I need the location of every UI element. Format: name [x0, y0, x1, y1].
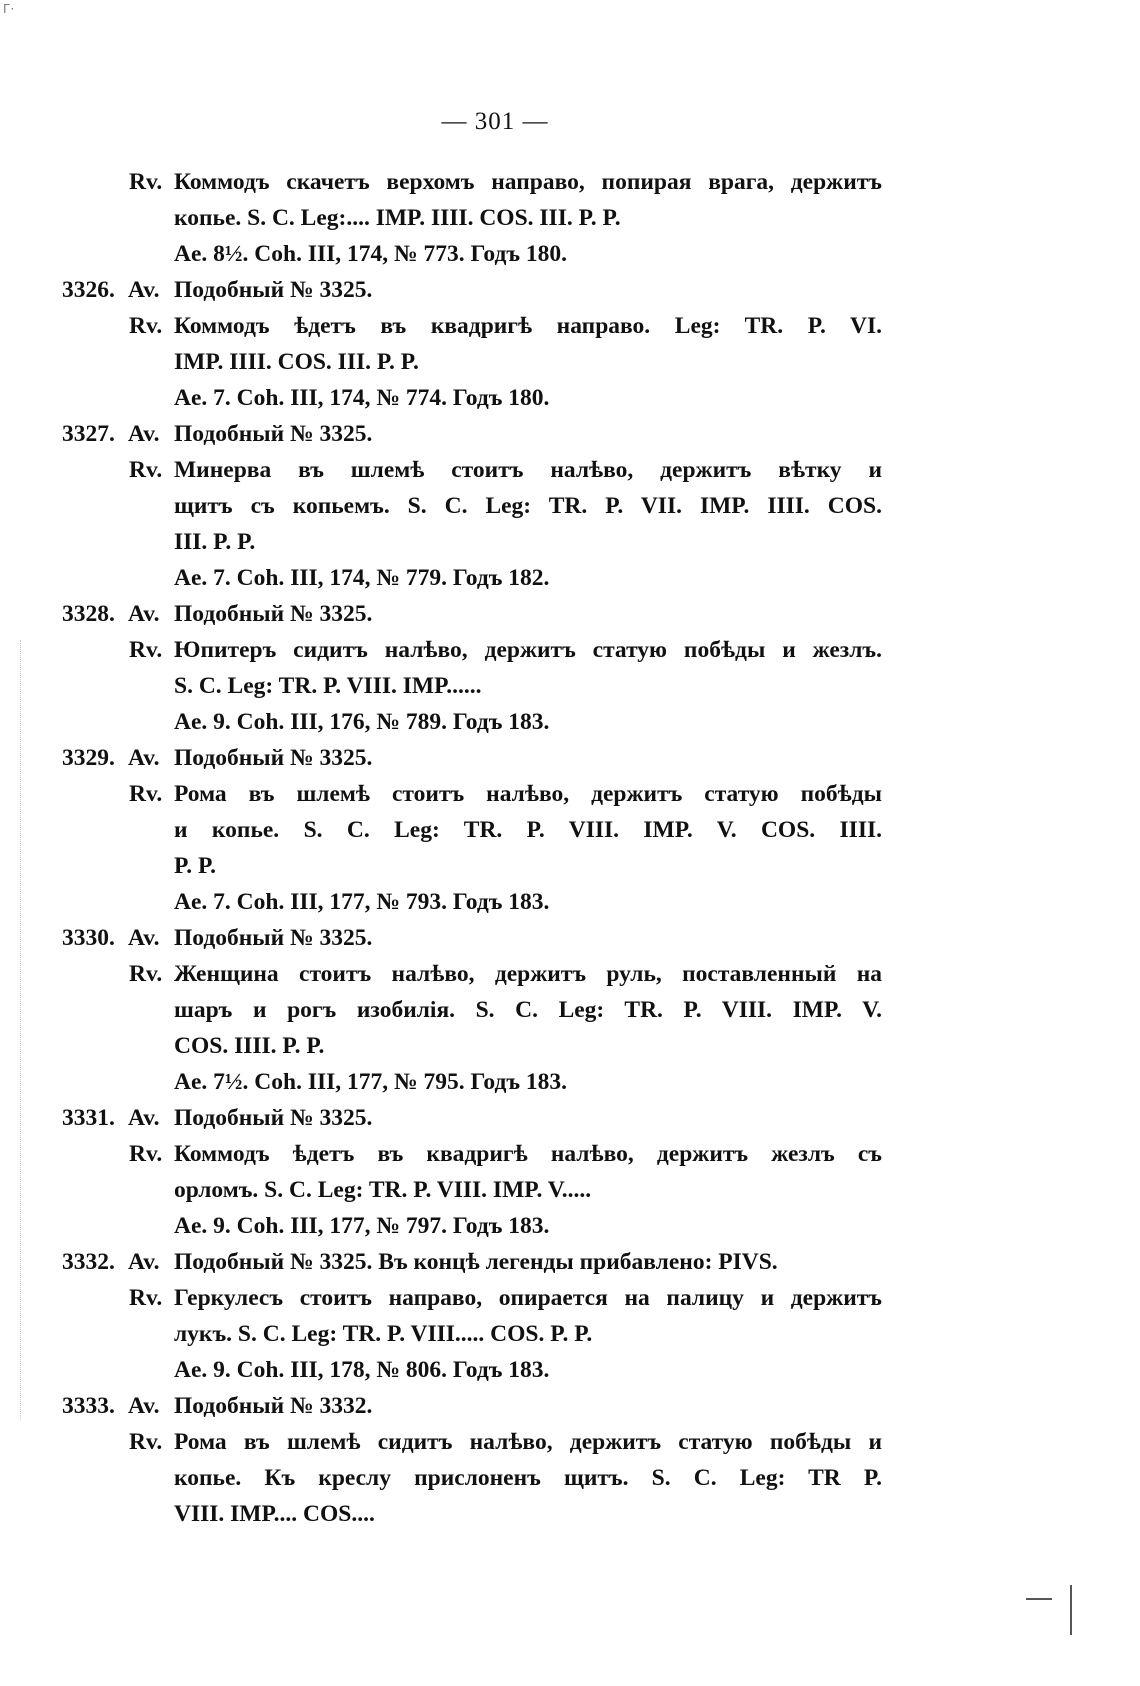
- rv-text-line: копье. Къ креслу прислоненъ щитъ. S. C. Leg: TR P.: [174, 1465, 882, 1491]
- ae-reference: Ae. 9. Coh. III, 176, № 789. Годъ 183.: [174, 709, 550, 735]
- catalog-entry: [62, 596, 882, 740]
- av-text: Подобный № 3332.: [174, 1393, 373, 1419]
- rv-label: Rv.: [129, 169, 163, 195]
- ae-reference: Ae. 7. Coh. III, 177, № 793. Годъ 183.: [174, 889, 550, 915]
- rv-row: [62, 200, 882, 236]
- rv-text-line: Геркулесъ стоитъ направо, опирается на палицу и держитъ: [174, 1285, 882, 1311]
- rv-text-line: Юпитеръ сидитъ налѣво, держитъ статую побѣды и жезлъ.: [174, 637, 882, 663]
- rv-row: [62, 776, 882, 812]
- rv-row: [62, 848, 882, 884]
- entry-number: 3331.: [62, 1105, 115, 1131]
- ae-reference: Ae. 9. Coh. III, 178, № 806. Годъ 183.: [174, 1357, 550, 1383]
- rv-row: [62, 632, 882, 668]
- ae-reference: Ae. 8½. Coh. III, 174, № 773. Годъ 180.: [174, 241, 568, 267]
- rv-row: [62, 1316, 882, 1352]
- av-label: Av.: [128, 601, 160, 627]
- rv-row: [62, 524, 882, 560]
- rv-text-line: III. P. P.: [174, 529, 256, 555]
- ae-reference: Ae. 7. Coh. III, 174, № 774. Годъ 180.: [174, 385, 550, 411]
- rv-text-line: IMP. IIII. COS. III. P. P.: [174, 349, 419, 375]
- ae-reference: Ae. 7½. Coh. III, 177, № 795. Годъ 183.: [174, 1069, 568, 1095]
- ae-row: [62, 884, 882, 920]
- av-row: [62, 1244, 882, 1280]
- rv-text-line: щитъ съ копьемъ. S. C. Leg: TR. P. VII. IMP. IIII. COS.: [174, 493, 882, 519]
- ae-row: [62, 1208, 882, 1244]
- rv-text-line: Рома въ шлемѣ сидитъ налѣво, держитъ статую побѣды и: [174, 1429, 882, 1455]
- ae-row: [62, 1064, 882, 1100]
- corner-mark: Г·: [3, 2, 15, 16]
- av-label: Av.: [128, 421, 160, 447]
- rv-label: Rv.: [129, 961, 163, 987]
- rv-row: [62, 1424, 882, 1460]
- ae-row: [62, 380, 882, 416]
- rv-text-line: шаръ и рогъ изобилія. S. C. Leg: TR. P. VIII. IMP. V.: [174, 997, 882, 1023]
- catalog-entry: [62, 164, 882, 272]
- rv-text-line: и копье. S. C. Leg: TR. P. VIII. IMP. V. COS. IIII.: [174, 817, 882, 843]
- av-text: Подобный № 3325.: [174, 277, 373, 303]
- rv-label: Rv.: [129, 1285, 163, 1311]
- rv-row: [62, 452, 882, 488]
- rv-row: [62, 164, 882, 200]
- catalog-entry: [62, 416, 882, 596]
- av-label: Av.: [128, 1249, 160, 1275]
- rv-row: [62, 344, 882, 380]
- av-row: [62, 740, 882, 776]
- av-row: [62, 416, 882, 452]
- av-text: Подобный № 3325.: [174, 601, 373, 627]
- rv-text-line: Коммодъ ѣдетъ въ квадригѣ налѣво, держитъ жезлъ съ: [174, 1141, 882, 1167]
- entry-number: 3329.: [62, 745, 115, 771]
- entry-number: 3330.: [62, 925, 115, 951]
- av-label: Av.: [128, 925, 160, 951]
- av-text: Подобный № 3325.: [174, 1105, 373, 1131]
- av-label: Av.: [128, 1393, 160, 1419]
- av-label: Av.: [128, 745, 160, 771]
- av-row: [62, 596, 882, 632]
- rv-text-line: лукъ. S. C. Leg: TR. P. VIII..... COS. P. P.: [174, 1321, 593, 1347]
- entry-number: 3327.: [62, 421, 115, 447]
- rv-text-line: Женщина стоитъ налѣво, держитъ руль, поставленный на: [174, 961, 882, 987]
- ae-row: [62, 704, 882, 740]
- rv-text-line: Минерва въ шлемѣ стоитъ налѣво, держитъ вѣтку и: [174, 457, 882, 483]
- rv-text-line: Коммодъ ѣдетъ въ квадригѣ направо. Leg: TR. P. VI.: [174, 313, 882, 339]
- entry-number: 3328.: [62, 601, 115, 627]
- rv-text-line: орломъ. S. C. Leg: TR. P. VIII. IMP. V.....: [174, 1177, 592, 1203]
- rv-row: [62, 1280, 882, 1316]
- entry-number: 3326.: [62, 277, 115, 303]
- rv-row: [62, 812, 882, 848]
- catalog-entry: [62, 920, 882, 1100]
- catalog-entry: [62, 272, 882, 416]
- catalog-entry: [62, 1244, 882, 1388]
- rv-label: Rv.: [129, 1141, 163, 1167]
- rv-text-line: VIII. IMP.... COS....: [174, 1501, 375, 1527]
- rv-text-line: S. C. Leg: TR. P. VIII. IMP......: [174, 673, 482, 699]
- rv-row: [62, 308, 882, 344]
- rv-row: [62, 956, 882, 992]
- page-number: — 301 —: [441, 108, 549, 135]
- rv-text-line: Коммодъ скачетъ верхомъ направо, попирая врага, держитъ: [174, 169, 882, 195]
- catalog-entries: [62, 164, 882, 1532]
- rv-row: [62, 1028, 882, 1064]
- rv-row: [62, 488, 882, 524]
- rv-label: Rv.: [129, 1429, 163, 1455]
- catalog-entry: [62, 1100, 882, 1244]
- rv-text-line: Рома въ шлемѣ стоитъ налѣво, держитъ статую побѣды: [174, 781, 882, 807]
- edge-mark: [1026, 1598, 1052, 1600]
- av-text: Подобный № 3325.: [174, 421, 373, 447]
- rv-row: [62, 1136, 882, 1172]
- ae-row: [62, 560, 882, 596]
- av-label: Av.: [128, 277, 160, 303]
- av-text: Подобный № 3325. Въ концѣ легенды прибавлено: PIVS.: [174, 1249, 778, 1275]
- av-row: [62, 920, 882, 956]
- ae-row: [62, 236, 882, 272]
- ae-row: [62, 1352, 882, 1388]
- av-row: [62, 272, 882, 308]
- av-row: [62, 1100, 882, 1136]
- rv-label: Rv.: [129, 637, 163, 663]
- av-text: Подобный № 3325.: [174, 925, 373, 951]
- rv-label: Rv.: [129, 781, 163, 807]
- entry-number: 3332.: [62, 1249, 115, 1275]
- rv-row: [62, 1496, 882, 1532]
- ae-reference: Ae. 9. Coh. III, 177, № 797. Годъ 183.: [174, 1213, 550, 1239]
- rv-text-line: копье. S. C. Leg:.... IMP. IIII. COS. III. P. P.: [174, 205, 621, 231]
- av-label: Av.: [128, 1105, 160, 1131]
- rv-row: [62, 992, 882, 1028]
- rv-row: [62, 1172, 882, 1208]
- edge-mark-vertical: [1070, 1585, 1072, 1635]
- entry-number: 3333.: [62, 1393, 115, 1419]
- rv-label: Rv.: [129, 313, 163, 339]
- catalog-entry: [62, 740, 882, 920]
- rv-row: [62, 1460, 882, 1496]
- margin-rule: [20, 640, 22, 1420]
- rv-label: Rv.: [129, 457, 163, 483]
- catalog-entry: [62, 1388, 882, 1532]
- rv-row: [62, 668, 882, 704]
- rv-text-line: COS. IIII. P. P.: [174, 1033, 325, 1059]
- rv-text-line: P. P.: [174, 853, 217, 879]
- av-row: [62, 1388, 882, 1424]
- ae-reference: Ae. 7. Coh. III, 174, № 779. Годъ 182.: [174, 565, 550, 591]
- av-text: Подобный № 3325.: [174, 745, 373, 771]
